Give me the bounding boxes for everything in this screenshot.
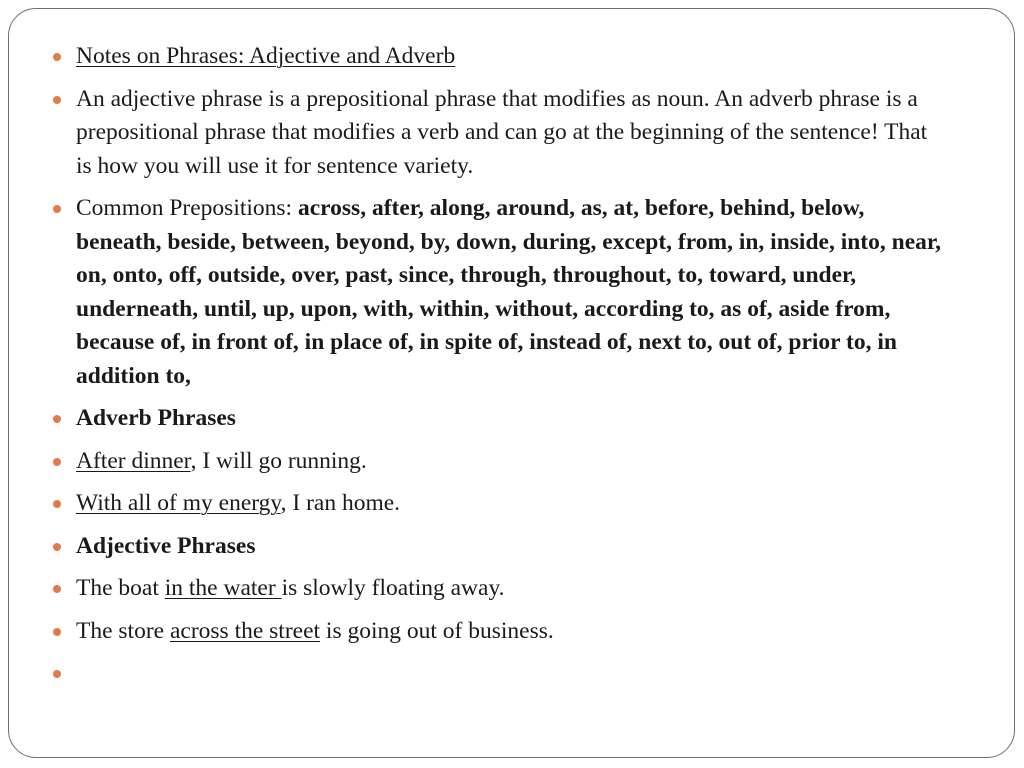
adjective-example-2-start: The store (76, 617, 170, 644)
adverb-example-1-rest: , I will go running. (190, 447, 367, 474)
notes-title: Notes on Phrases: Adjective and Adverb (76, 43, 456, 69)
definition-text: An adjective phrase is a prepositional phrase that modifies as noun. An adverb phrase is a prepositional phrase that modifies a verb and can go at the beginning of the sentence! That is how you will use it for sentence variety. (76, 85, 928, 179)
adverb-example-2-phrase: With all of my energy (76, 490, 281, 516)
bullet-item-adjective-example-1 (47, 572, 947, 606)
bullet-item-adjective-heading (47, 530, 947, 564)
adjective-phrases-heading: Adjective Phrases (76, 532, 256, 559)
bullet-item-adverb-heading (47, 402, 947, 436)
adjective-example-1-start: The boat (76, 575, 165, 601)
bullet-item-definition (47, 83, 947, 184)
bullet-dot (53, 205, 61, 213)
empty-bullet-text (76, 660, 82, 686)
prepositions-label: Common Prepositions: (76, 195, 298, 221)
adjective-example-1-rest: is slowly floating away. (281, 575, 505, 601)
bullet-dot (53, 585, 61, 593)
bullet-dot (53, 628, 61, 636)
bullet-item-prepositions (47, 192, 947, 393)
bullet-dot (53, 458, 61, 466)
bullet-item-adverb-example-2 (47, 487, 947, 521)
bullet-item-title (47, 40, 947, 74)
bullet-dot (53, 415, 61, 423)
bullet-item-adjective-example-2 (47, 615, 947, 649)
adverb-example-1-phrase: After dinner (76, 447, 191, 474)
bullet-item-adverb-example-1 (47, 445, 947, 479)
adverb-phrases-heading: Adverb Phrases (76, 405, 236, 431)
bullet-dot (53, 543, 61, 551)
bullet-dot (53, 53, 61, 61)
adjective-example-2-rest: is going out of business. (320, 617, 554, 644)
adjective-example-1-phrase: in the water (164, 575, 282, 601)
slide-content (47, 40, 947, 700)
adverb-example-2-rest: , I ran home. (280, 490, 401, 516)
prepositions-list: across, after, along, around, as, at, before, behind, below, beneath, beside, between, beyond, by, down, during, except, from, in, inside, into, near, on, onto, off, outside, over, past, since, through, throughout, to, toward, under, underneath, until, up, upon, with, within, without, according to, as of, aside from, because of, in front of, in place of, in spite of, instead of, next to, out of, prior to, in addition to, (76, 195, 942, 389)
bullet-item-empty (47, 657, 947, 691)
bullet-dot (53, 500, 61, 508)
slide-frame (8, 8, 1015, 758)
adjective-example-2-phrase: across the street (169, 617, 321, 644)
bullet-dot (53, 670, 61, 678)
bullet-dot (53, 96, 61, 104)
